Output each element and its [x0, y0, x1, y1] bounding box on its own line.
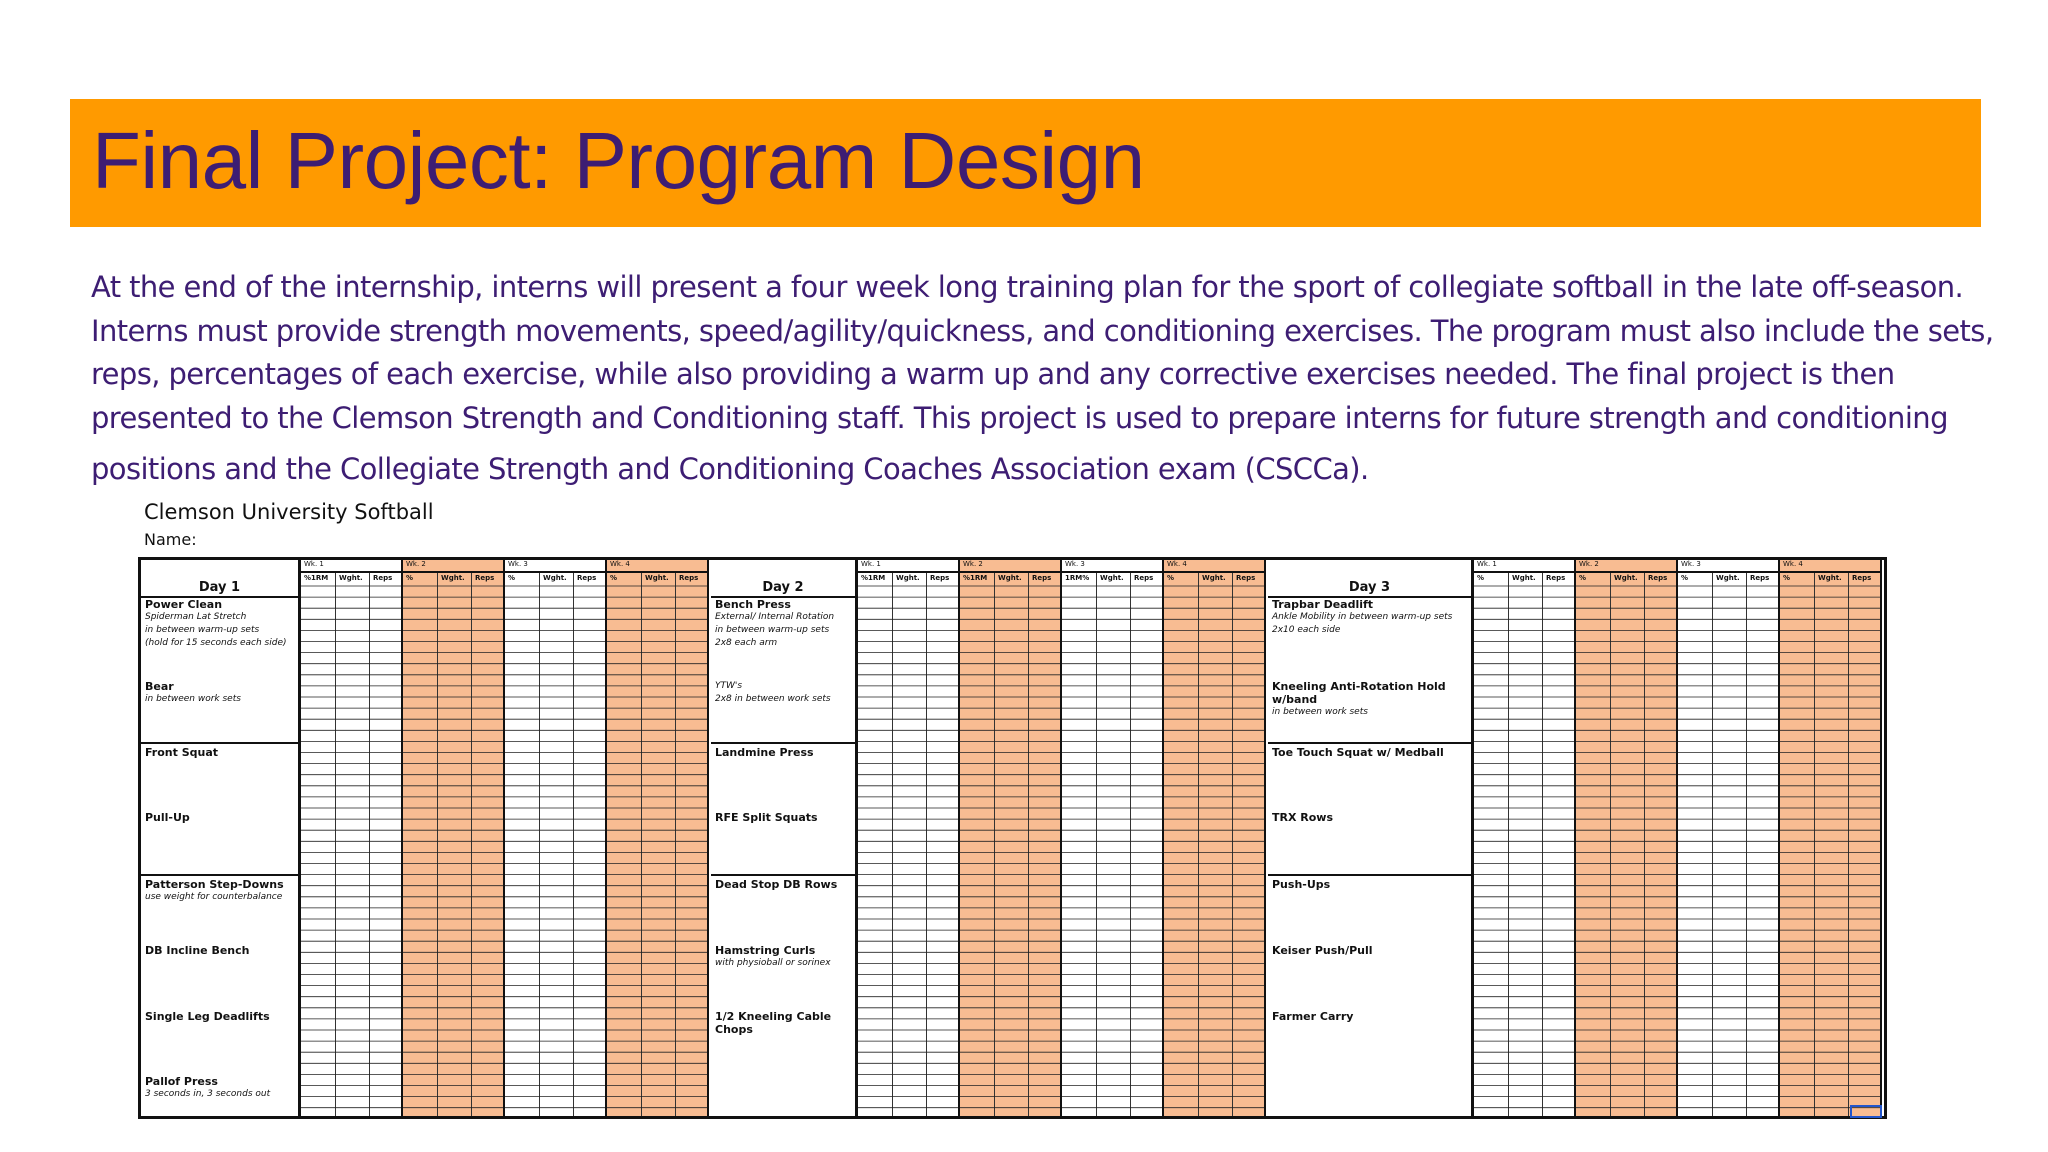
week-label: Wk. 3: [1681, 560, 1701, 568]
grid-lines: [1474, 560, 1574, 1116]
exercise-column: [1268, 560, 1474, 1116]
week-label: Wk. 2: [1579, 560, 1599, 568]
week-column: [301, 560, 403, 1116]
exercise-note: (hold for 15 seconds each side): [145, 638, 287, 648]
exercise-note: in between work sets: [1272, 707, 1368, 717]
exercise-name: Patterson Step-Downs: [145, 878, 284, 891]
column-header: Reps: [1032, 574, 1052, 582]
column-header: %1RM: [304, 574, 329, 582]
exercise-name: RFE Split Squats: [715, 811, 818, 824]
exercise-note: in between warm-up sets: [715, 625, 830, 635]
column-header: Reps: [1648, 574, 1668, 582]
column-header: 1RM%: [1065, 574, 1090, 582]
column-header: Wght.: [1100, 574, 1124, 582]
week-label: Wk. 4: [1167, 560, 1187, 568]
exercise-name: Dead Stop DB Rows: [715, 878, 838, 891]
week-label: Wk. 1: [861, 560, 881, 568]
column-header: %: [1477, 574, 1485, 582]
exercise-name: Push-Ups: [1272, 878, 1331, 891]
grid-lines: [858, 560, 958, 1116]
column-header: Reps: [1134, 574, 1154, 582]
exercise-entry: [1272, 1010, 1353, 1023]
exercise-entry: [1272, 746, 1444, 759]
exercise-name: Bench Press: [715, 598, 791, 611]
day-label: Day 2: [711, 572, 855, 598]
column-header: Reps: [1236, 574, 1256, 582]
column-header: Reps: [373, 574, 393, 582]
column-header: Wght.: [1818, 574, 1842, 582]
exercise-name: Pallof Press: [145, 1075, 218, 1088]
column-header: Wght.: [339, 574, 363, 582]
description-line: positions and the Collegiate Strength and Conditioning Coaches Association exam (CSCCa).: [91, 452, 1369, 486]
exercise-name: TRX Rows: [1272, 811, 1334, 824]
grid-lines: [505, 560, 605, 1116]
column-header: %: [406, 574, 414, 582]
grid-lines: [301, 560, 401, 1116]
exercise-note: in between work sets: [145, 694, 241, 704]
week-column: [1474, 560, 1576, 1116]
exercise-entry: [145, 680, 241, 706]
exercise-name: Power Clean: [145, 598, 223, 611]
column-header: Wght.: [1716, 574, 1740, 582]
section-divider: [141, 742, 298, 744]
week-column: [1780, 560, 1882, 1116]
week-column: [960, 560, 1062, 1116]
section-divider: [1268, 742, 1471, 744]
exercise-entry: [715, 680, 831, 706]
column-header: Reps: [475, 574, 495, 582]
exercise-name: 1/2 Kneeling Cable Chops: [715, 1010, 832, 1036]
exercise-entry: [1272, 944, 1373, 957]
column-header: Wght.: [441, 574, 465, 582]
sheet-title: Clemson University Softball: [144, 500, 434, 524]
week-label: Wk. 3: [508, 560, 528, 568]
section-divider: [141, 874, 298, 876]
exercise-name: Trapbar Deadlift: [1272, 598, 1374, 611]
sheet-header: [144, 500, 434, 549]
exercise-name: Kneeling Anti-Rotation Hold w/band: [1272, 680, 1446, 706]
exercise-entry: [145, 878, 284, 904]
column-header: Wght.: [1512, 574, 1536, 582]
exercise-note: 3 seconds in, 3 seconds out: [145, 1089, 271, 1099]
cell-selection: [1850, 1105, 1882, 1118]
week-column: [1678, 560, 1780, 1116]
week-column: [1062, 560, 1164, 1116]
exercise-name: Toe Touch Squat w/ Medball: [1272, 746, 1444, 759]
day-label: Day 1: [141, 572, 298, 598]
exercise-entry: [145, 944, 249, 957]
column-header: %: [1167, 574, 1175, 582]
day-block: [711, 560, 1268, 1116]
exercise-entry: [145, 598, 287, 650]
exercise-entry: [715, 598, 834, 650]
week-column: [505, 560, 607, 1116]
week-column: [607, 560, 709, 1116]
exercise-column: [141, 560, 301, 1116]
exercise-entry: [1272, 598, 1452, 637]
column-header: %1RM: [963, 574, 988, 582]
description-line: Interns must provide strength movements, speed/agility/quickness, and conditioning exercises. The program must also include the sets,: [91, 313, 1994, 348]
grid-lines: [1062, 560, 1162, 1116]
exercise-note: 2x8 each arm: [715, 638, 778, 648]
exercise-entry: [715, 878, 837, 891]
exercise-name: Single Leg Deadlifts: [145, 1010, 270, 1023]
column-header: Wght.: [998, 574, 1022, 582]
day-label: Day 3: [1268, 572, 1471, 598]
exercise-name: Bear: [145, 680, 174, 693]
grid-lines: [403, 560, 503, 1116]
exercise-note: Spiderman Lat Stretch: [145, 612, 247, 622]
exercise-entry: [715, 1010, 855, 1036]
column-header: Reps: [679, 574, 699, 582]
description: [91, 266, 1994, 492]
week-label: Wk. 1: [304, 560, 324, 568]
grid-lines: [607, 560, 707, 1116]
program-spreadsheet: [138, 557, 1887, 1119]
column-header: Reps: [577, 574, 597, 582]
name-label: Name:: [144, 530, 197, 549]
exercise-entry: [145, 1010, 270, 1023]
column-header: Wght.: [645, 574, 669, 582]
grid-lines: [1164, 560, 1264, 1116]
exercise-name: Hamstring Curls: [715, 944, 816, 957]
exercise-note: YTW's: [715, 681, 743, 691]
exercise-entry: [1272, 878, 1330, 891]
column-header: Reps: [930, 574, 950, 582]
week-label: Wk. 2: [963, 560, 983, 568]
section-divider: [711, 742, 855, 744]
column-header: %: [1783, 574, 1791, 582]
exercise-name: Front Squat: [145, 746, 219, 759]
week-label: Wk. 4: [610, 560, 630, 568]
column-header: %: [1579, 574, 1587, 582]
column-header: Reps: [1546, 574, 1566, 582]
week-column: [403, 560, 505, 1116]
exercise-column: [711, 560, 858, 1116]
section-divider: [1268, 874, 1471, 876]
exercise-note: Ankle Mobility in between warm-up sets: [1272, 612, 1453, 622]
week-column: [1164, 560, 1266, 1116]
grid-lines: [960, 560, 1060, 1116]
exercise-entry: [715, 811, 818, 824]
exercise-note: External/ Internal Rotation: [715, 612, 835, 622]
exercise-entry: [715, 944, 831, 970]
day-block: [1268, 560, 1884, 1116]
column-header: Wght.: [1202, 574, 1226, 582]
description-line: reps, percentages of each exercise, while also providing a warm up and any corrective exercises needed. The final project is then: [91, 357, 1895, 391]
column-header: %: [610, 574, 618, 582]
column-header: Wght.: [543, 574, 567, 582]
column-header: Wght.: [1614, 574, 1638, 582]
exercise-name: Landmine Press: [715, 746, 814, 759]
exercise-note: 2x8 in between work sets: [715, 694, 831, 704]
column-header: Wght.: [896, 574, 920, 582]
title-banner: [70, 99, 1981, 227]
column-header: %: [508, 574, 516, 582]
column-header: %: [1681, 574, 1689, 582]
grid-lines: [1576, 560, 1676, 1116]
week-label: Wk. 4: [1783, 560, 1803, 568]
week-column: [858, 560, 960, 1116]
exercise-name: Farmer Carry: [1272, 1010, 1354, 1023]
exercise-entry: [1272, 811, 1333, 824]
exercise-note: in between warm-up sets: [145, 625, 260, 635]
exercise-note: use weight for counterbalance: [145, 892, 283, 902]
exercise-name: DB Incline Bench: [145, 944, 250, 957]
week-label: Wk. 2: [406, 560, 426, 568]
page-title: Final Project: Program Design: [92, 116, 1145, 205]
week-column: [1576, 560, 1678, 1116]
exercise-entry: [715, 746, 814, 759]
exercise-entry: [145, 1075, 270, 1101]
exercise-entry: [1272, 680, 1471, 719]
exercise-name: Keiser Push/Pull: [1272, 944, 1373, 957]
exercise-entry: [145, 746, 218, 759]
day-block: [141, 560, 711, 1116]
exercise-note: with physioball or sorinex: [715, 958, 831, 968]
exercise-name: Pull-Up: [145, 811, 190, 824]
exercise-entry: [145, 811, 190, 824]
exercise-note: 2x10 each side: [1272, 625, 1341, 635]
section-divider: [711, 874, 855, 876]
description-line: At the end of the internship, interns will present a four week long training plan for the sport of collegiate softball in the late off-season.: [91, 270, 1964, 304]
grid-lines: [1780, 560, 1880, 1116]
column-header: %1RM: [861, 574, 886, 582]
week-label: Wk. 3: [1065, 560, 1085, 568]
column-header: Reps: [1750, 574, 1770, 582]
grid-lines: [1678, 560, 1778, 1116]
description-line: presented to the Clemson Strength and Conditioning staff. This project is used to prepare interns for future strength and conditioning: [91, 400, 1948, 435]
column-header: Reps: [1852, 574, 1872, 582]
week-label: Wk. 1: [1477, 560, 1497, 568]
